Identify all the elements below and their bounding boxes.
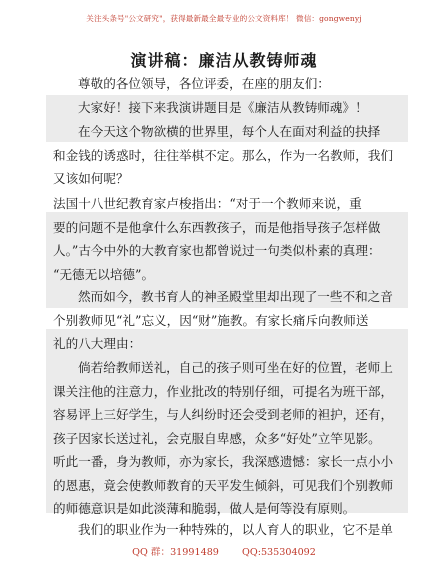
body-line: 容易评上三好学生，与人纠纷时还会受到老师的袒护，还有， (53, 407, 394, 422)
body-line: 然而如今，教书育人的神圣殿堂里却出现了一些不和之音 (78, 289, 393, 304)
document-body (53, 285, 413, 356)
page-title: 演讲稿：廉洁从教铸师魂 (130, 51, 318, 70)
document-body (53, 72, 413, 119)
body-line: 在今天这个物欲横的世界里，每个人在面对利益的抉择 (78, 124, 381, 139)
document-body (53, 518, 413, 542)
footer-contact (0, 544, 448, 558)
body-line: 又该如何呢？ (53, 171, 129, 186)
body-line: 课关注他的注意力，作业批改的特别仔细，可提名为班干部， (53, 383, 394, 399)
body-line: 礼的八大理由： (53, 336, 142, 351)
document-body (53, 120, 413, 191)
body-line: 和金钱的诱惑时，往往举棋不定。那么，作为一名教师，我们 (53, 147, 394, 163)
body-line: 我们的职业作为一种特殊的，以人育人的职业，它不是单 (78, 522, 393, 537)
body-line: 法国十八世纪教育家卢梭指出：“对于一个教师来说，重 (53, 196, 362, 211)
body-line: 个别教师见“礼”忘义，因“财”施教。有家长痛斥向教师送 (53, 312, 369, 328)
body-line: 听此一番，身为教师，亦为家长，我深感遗憾：家长一点小小 (53, 454, 394, 469)
document-body (53, 356, 413, 521)
body-line: 要的问题不是他拿什么东西教孩子，而是他指导孩子怎样做 (53, 219, 381, 235)
footer-qq-group: QQ 群：31991489 (132, 547, 219, 558)
body-line: 人。”古今中外的大教育家也都曾说过一句类似朴素的真理： (53, 243, 381, 258)
body-line: 的师德意识是如此淡薄和脆弱，做人是何等没有原则。 (53, 501, 356, 516)
body-line: 大家好！接下来我演讲题目是《廉洁从教铸师魂》！ (78, 99, 368, 115)
body-line: “无德无以培德”。 (53, 266, 155, 282)
body-line: 孩子因家长送过礼，会克服自卑感，众多“好处”立竿见影。 (53, 430, 381, 446)
header-note: 关注头条号"公文研究"，获得最新最全最专业的公文资料库！ 微信：gongwenyj (86, 14, 362, 23)
body-line: 的恩惠，竟会使教师教育的天平发生倾斜，可见我们个别教师 (53, 477, 394, 493)
document-body (53, 192, 413, 286)
body-line: 倘若给教师送礼，自己的孩子则可坐在好的位置，老师上 (78, 360, 393, 375)
body-line: 尊敬的各位领导，各位评委，在座的朋友们： (78, 76, 330, 91)
footer-qq: QQ:535304092 (241, 547, 316, 558)
